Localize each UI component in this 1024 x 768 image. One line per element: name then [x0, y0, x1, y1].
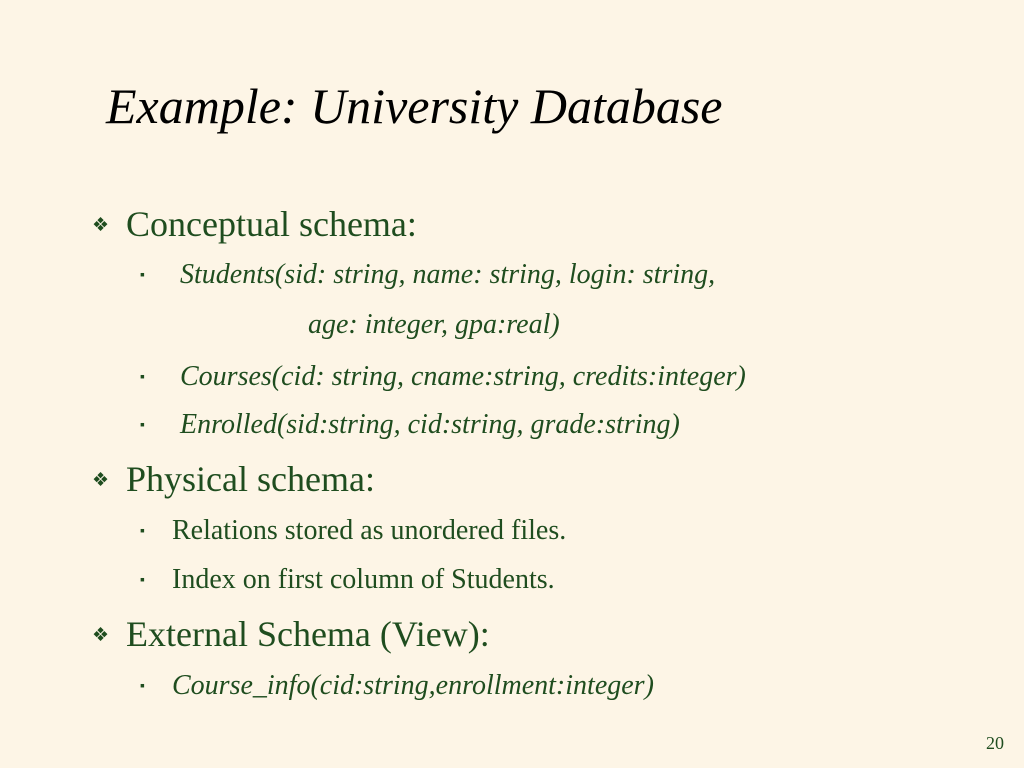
page-number: 20: [986, 733, 1004, 753]
sub-bullet-students: [140, 258, 715, 292]
square-bullet-icon: ▪: [140, 267, 145, 283]
slide-title: Example: University Database: [106, 78, 723, 134]
section-heading: Physical schema:: [126, 459, 375, 499]
schema-item-text: Relations stored as unordered files.: [172, 515, 567, 546]
bullet-conceptual-schema: [92, 203, 417, 246]
sub-bullet-enrolled: [140, 408, 680, 442]
four-diamond-bullet-icon: ❖: [92, 470, 110, 492]
schema-item-text: Course_info(cid:string,enrollment:integer): [172, 670, 654, 701]
sub-bullet-index: [140, 563, 555, 597]
schema-item-text: Courses(cid: string, cname:string, credits:integer): [180, 361, 746, 392]
schema-item-text: Index on first column of Students.: [172, 564, 555, 595]
sub-bullet-relations: [140, 514, 566, 548]
schema-item-text: Students(sid: string, name: string, login: string,: [180, 259, 716, 290]
square-bullet-icon: ▪: [140, 369, 145, 385]
sub-bullet-courses: [140, 360, 746, 394]
four-diamond-bullet-icon: ❖: [92, 625, 110, 647]
bullet-external-schema: [92, 613, 490, 656]
square-bullet-icon: ▪: [140, 572, 145, 588]
section-heading: External Schema (View):: [126, 614, 490, 654]
sub-bullet-course-info: [140, 669, 654, 703]
schema-item-text: Enrolled(sid:string, cid:string, grade:string): [180, 409, 680, 440]
students-continuation: age: integer, gpa:real): [308, 309, 560, 340]
bullet-physical-schema: [92, 458, 375, 501]
four-diamond-bullet-icon: ❖: [92, 215, 110, 237]
square-bullet-icon: ▪: [140, 523, 145, 539]
square-bullet-icon: ▪: [140, 417, 145, 433]
square-bullet-icon: ▪: [140, 678, 145, 694]
section-heading: Conceptual schema:: [126, 204, 417, 244]
